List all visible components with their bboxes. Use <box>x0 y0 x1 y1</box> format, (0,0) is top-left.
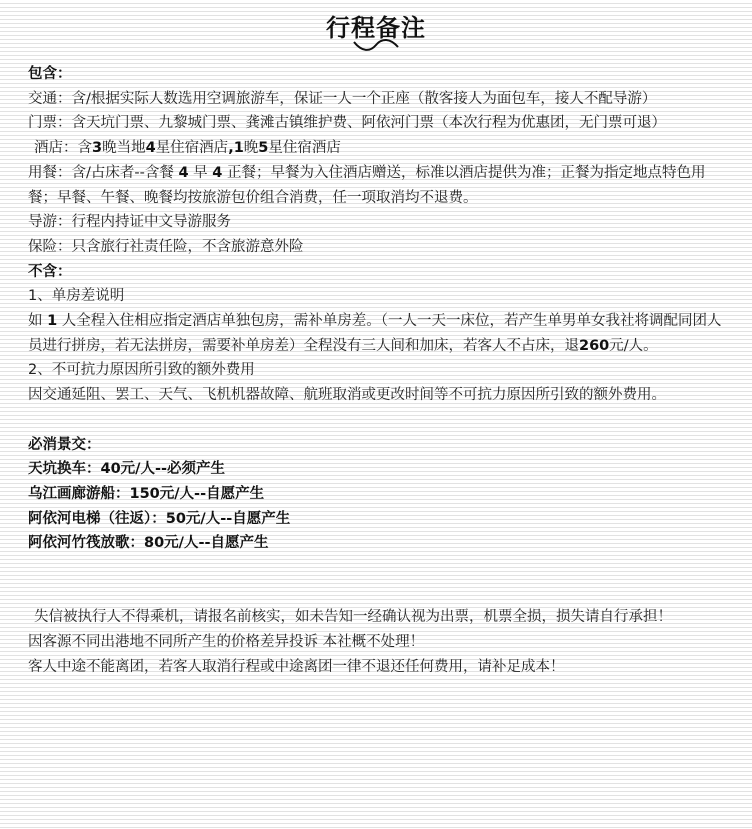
included-meals <box>28 161 728 210</box>
note-item: 失信被执行人不得乘机，请报名前核实，如未告知一经确认视为出票，机票全损，损失请自行承担！ <box>34 609 672 626</box>
mandatory-item: 阿依河竹筏放歌：80元/人--自愿产生 <box>28 535 269 552</box>
itinerary-notes <box>28 62 728 680</box>
hotel-text: 晚 <box>243 140 259 157</box>
included-tickets: 门票：含天坑门票、九黎城门票、龚滩古镇维护费、阿依河门票（本次行程为优惠团，无门票可退） <box>28 115 666 132</box>
mandatory-item: 阿依河电梯（往返）：50元/人--自愿产生 <box>28 510 291 527</box>
excl-amount: 260 <box>579 337 610 354</box>
hotel-text: 星住宿酒店 <box>155 140 229 157</box>
hotel-num: ,1 <box>228 140 244 157</box>
excluded-heading: 不含： <box>28 263 72 280</box>
excl-text: 如 <box>28 313 48 330</box>
hotel-num: 3 <box>92 140 103 157</box>
note-item: 因客源不同出港地不同所产生的价格差异投诉 本社概不处理！ <box>28 634 425 651</box>
spacer <box>28 408 728 433</box>
hotel-num: 4 <box>145 140 156 157</box>
mandatory-item: 乌江画廊游船：150元/人--自愿产生 <box>28 485 265 502</box>
excluded-item1-title: 1、单房差说明 <box>28 288 125 305</box>
hotel-text: 晚当地 <box>102 140 146 157</box>
excl-num: 1 <box>47 313 58 330</box>
mandatory-item: 天坑换车：40元/人--必须产生 <box>28 461 226 478</box>
meals-text: 正餐；早餐为入住酒店赠送，标准以酒店提供为准；正餐为指定地点特色用餐；早餐、午餐、晚餐均按旅游包价组合消费，任一项取消均不退费。 <box>28 164 706 206</box>
excluded-item1-text <box>28 309 728 358</box>
excl-text: 元/人。 <box>609 337 658 354</box>
meals-num: 4 <box>178 164 189 181</box>
excluded-item2-text: 因交通延阻、罢工、天气、飞机机器故障、航班取消或更改时间等不可抗力原因所引致的额外费用。 <box>28 387 666 404</box>
included-insurance: 保险：只含旅行社责任险，不含旅游意外险 <box>28 238 304 255</box>
excl-text: 人全程入住相应指定酒店单独包房，需补单房差。（一人一天一床位，若产生单男单女我社将调配同团人员进行拼房，若无法拼房，需要补单房差）全程没有三人间和加床，若客人不占床，退 <box>28 313 722 354</box>
meals-text: 用餐：含/占床者--含餐 <box>28 164 179 181</box>
excluded-item2-title: 2、不可抗力原因所引致的额外费用 <box>28 362 255 379</box>
title-swirl-decoration <box>352 38 400 52</box>
spacer <box>28 556 728 605</box>
included-heading: 包含： <box>28 66 72 82</box>
meals-num: 4 <box>212 164 223 181</box>
page-title: 行程备注 <box>326 14 426 42</box>
hotel-text: 星住宿酒店 <box>268 140 341 157</box>
mandatory-heading: 必消景交： <box>28 436 101 453</box>
hotel-text: 酒店：含 <box>34 140 92 157</box>
included-transport: 交通：含/根据实际人数选用空调旅游车，保证一人一个正座（散客接人为面包车，接人不配导游） <box>28 90 657 107</box>
included-guide: 导游：行程内持证中文导游服务 <box>28 214 231 231</box>
note-item: 客人中途不能离团，若客人取消行程或中途离团一律不退还任何费用，请补足成本！ <box>28 658 565 675</box>
meals-text: 早 <box>188 164 213 181</box>
included-hotel <box>28 136 728 161</box>
hotel-num: 5 <box>258 140 269 157</box>
